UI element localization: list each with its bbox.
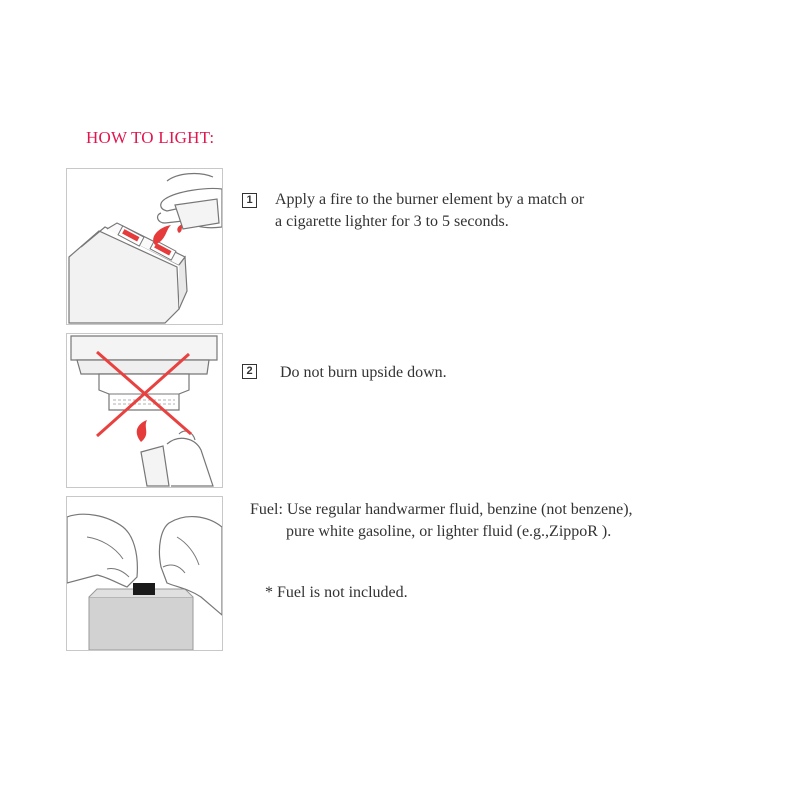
illustration-lighting-burner (66, 168, 223, 325)
step-1-text-line-2: a cigarette lighter for 3 to 5 seconds. (275, 213, 509, 230)
illustration-upside-down-warning (66, 333, 223, 488)
fuel-text-line-2: pure white gasoline, or lighter fluid (e.g.,ZippoR ). (286, 523, 612, 540)
step-2-text: Do not burn upside down. (280, 364, 447, 381)
page-title: HOW TO LIGHT: (86, 128, 215, 147)
step-1-number-badge: 1 (242, 193, 257, 208)
step-2-number-badge: 2 (242, 364, 257, 379)
step-1-text-line-1: Apply a fire to the burner element by a match or (275, 191, 585, 208)
fuel-note: * Fuel is not included. (265, 584, 408, 601)
illustration-filling-fuel (66, 496, 223, 651)
fuel-text-line-1: Fuel: Use regular handwarmer fluid, benzine (not benzene), (250, 501, 633, 518)
